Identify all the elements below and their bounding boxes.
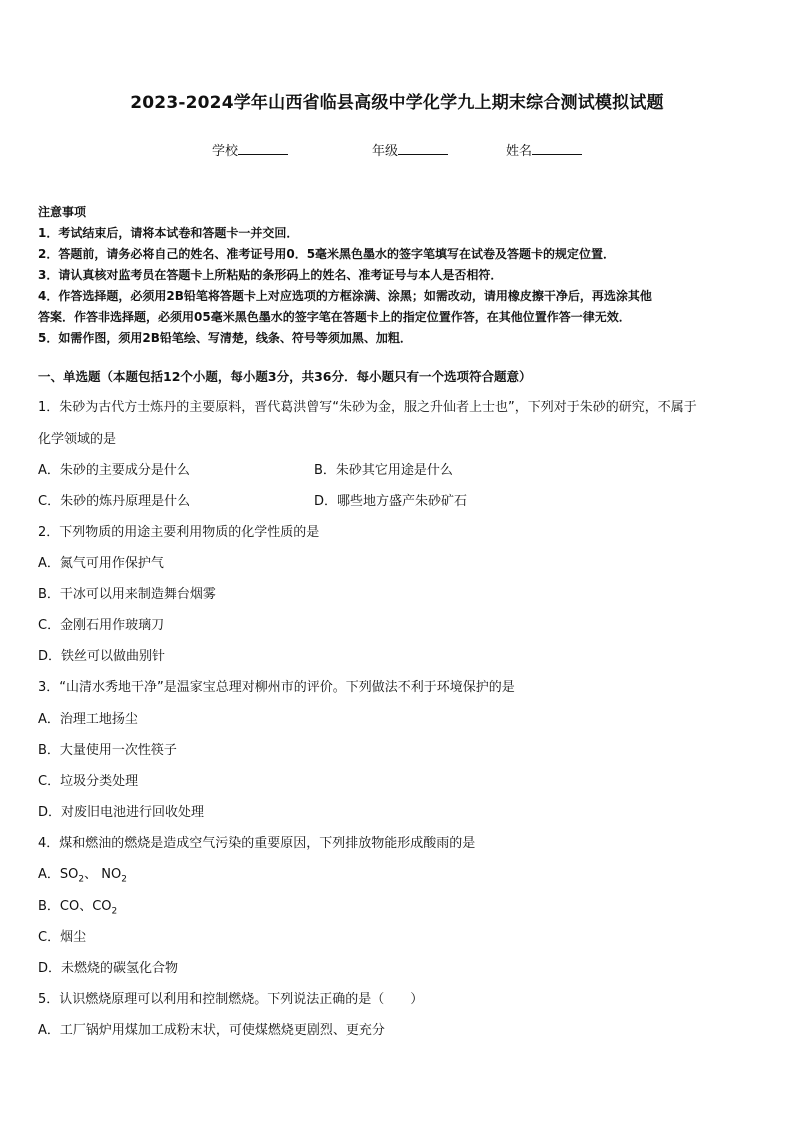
page-title: 2023-2024学年山西省临县高级中学化学九上期末综合测试模拟试题 <box>130 93 664 113</box>
q2-stem: 2．下列物质的用途主要利用物质的化学性质的是 <box>38 525 320 540</box>
q5-option-a[interactable]: A．工厂锅炉用煤加工成粉末状，可使煤燃烧更剧烈、更充分 <box>38 1023 385 1038</box>
q1-stem-line2: 化学领域的是 <box>38 432 117 447</box>
q4-a-prefix: A．SO <box>38 867 79 882</box>
section-heading: 一、单选题（本题包括12个小题，每小题3分，共36分．每小题只有一个选项符合题意） <box>38 369 532 384</box>
q1-option-d[interactable]: D．哪些地方盛产朱砂矿石 <box>314 494 468 509</box>
grade-field[interactable] <box>372 140 448 159</box>
q4-option-b[interactable] <box>38 895 117 917</box>
school-field[interactable] <box>212 140 288 159</box>
name-label: 姓名 <box>506 144 533 159</box>
name-blank[interactable] <box>532 142 582 155</box>
q1-option-c[interactable]: C．朱砂的炼丹原理是什么 <box>38 494 191 509</box>
school-blank[interactable] <box>238 142 288 155</box>
q4-b-prefix: B．CO、CO <box>38 899 112 914</box>
q3-option-b[interactable]: B．大量使用一次性筷子 <box>38 743 177 758</box>
note-item: 4．作答选择题，必须用2B铅笔将答题卡上对应选项的方框涂满、涂黑；如需改动，请用橡皮擦干净后，再选涂其他 <box>38 289 652 303</box>
q4-a-mid: 、 NO <box>84 867 122 882</box>
q3-option-c[interactable]: C．垃圾分类处理 <box>38 774 139 789</box>
q2-option-c[interactable]: C．金刚石用作玻璃刀 <box>38 618 165 633</box>
q3-stem: 3．“山清水秀地干净”是温家宝总理对柳州市的评价。下列做法不利于环境保护的是 <box>38 680 515 695</box>
note-item: 1．考试结束后，请将本试卷和答题卡一并交回． <box>38 226 299 240</box>
q3-option-a[interactable]: A．治理工地扬尘 <box>38 712 138 727</box>
q4-option-d[interactable]: D．未燃烧的碳氢化合物 <box>38 961 179 976</box>
q4-option-a[interactable] <box>38 863 127 885</box>
grade-blank[interactable] <box>398 142 448 155</box>
q4-stem: 4．煤和燃油的燃烧是造成空气污染的重要原因，下列排放物能形成酸雨的是 <box>38 836 476 851</box>
q2-option-b[interactable]: B．干冰可以用来制造舞台烟雾 <box>38 587 216 602</box>
school-label: 学校 <box>212 144 239 159</box>
q2-option-d[interactable]: D．铁丝可以做曲别针 <box>38 649 166 664</box>
note-item: 5．如需作图，须用2B铅笔绘、写清楚，线条、符号等须加黑、加粗． <box>38 331 412 345</box>
q1-stem-line1: 1．朱砂为古代方士炼丹的主要原料，晋代葛洪曾写“朱砂为金，服之升仙者上士也”，下列对于朱砂的研究，不属于 <box>38 400 697 415</box>
q4-option-c[interactable]: C．烟尘 <box>38 930 87 945</box>
q4-b-sub: 2 <box>111 906 118 917</box>
grade-label: 年级 <box>372 144 399 159</box>
student-info-row <box>0 140 794 160</box>
notes-block <box>38 202 758 349</box>
notes-title: 注意事项 <box>38 205 87 219</box>
q4-a-sub2: 2 <box>121 874 127 885</box>
q2-option-a[interactable]: A．氮气可用作保护气 <box>38 556 164 571</box>
q1-option-a[interactable]: A．朱砂的主要成分是什么 <box>38 463 190 478</box>
note-item: 2．答题前，请务必将自己的姓名、准考证号用0．5毫米黑色墨水的签字笔填写在试卷及答题卡的规定位置． <box>38 247 616 261</box>
note-item: 3．请认真核对监考员在答题卡上所粘贴的条形码上的姓名、准考证号与本人是否相符． <box>38 268 503 282</box>
q1-option-b[interactable]: B．朱砂其它用途是什么 <box>314 463 453 478</box>
name-field[interactable] <box>506 140 582 159</box>
q3-option-d[interactable]: D．对废旧电池进行回收处理 <box>38 805 205 820</box>
q5-stem: 5．认识燃烧原理可以利用和控制燃烧。下列说法正确的是（ ） <box>38 992 424 1007</box>
note-item: 答案．作答非选择题，必须用05毫米黑色墨水的签字笔在答题卡上的指定位置作答，在其他位置作答一律无效． <box>38 310 631 324</box>
q4-a-sub1: 2 <box>78 874 85 885</box>
